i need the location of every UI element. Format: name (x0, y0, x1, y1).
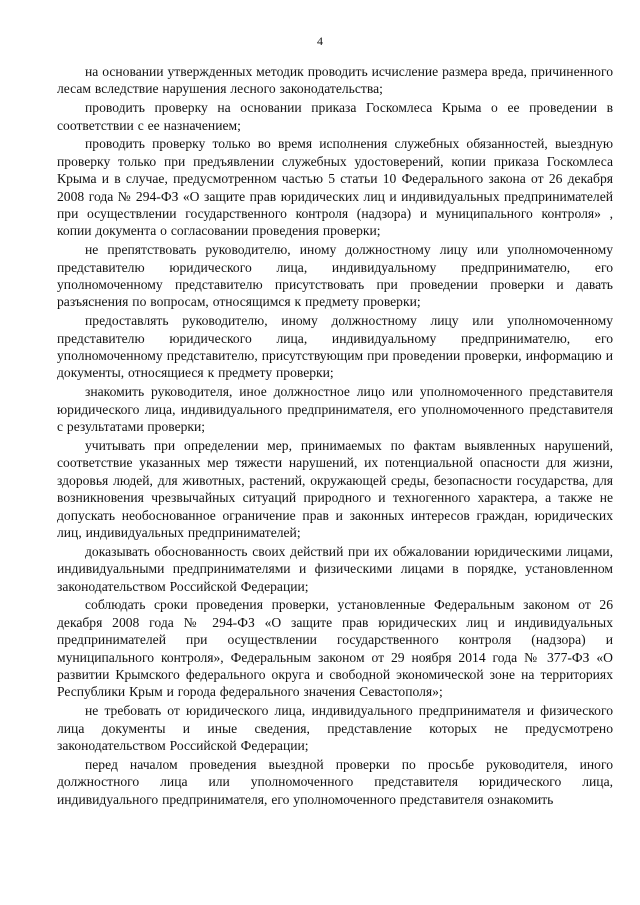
paragraph-1: на основании утвержденных методик проводить исчисление размера вреда, причиненного лесам вследствие нарушения лесного законодательства; (57, 64, 613, 97)
paragraph-7: учитывать при определении мер, принимаемых по фактам выявленных нарушений, соответствие указанных мер тяжести нарушений, их потенциальной опасности для жизни, здоровья людей, для животных, растений, окружающей среды, безопасности государства, для возникновения чрезвычайных ситуаций природного и техногенного характера, а также не допускать необоснованное ограничение прав и законных интересов граждан, юридических лиц, индивидуальных предпринимателей; (57, 437, 613, 540)
paragraph-5: предоставлять руководителю, иному должностному лицу или уполномоченному представителю юридического лица, индивидуальному предпринимателю, его уполномоченному представителю, присутствующим при проведении проверки, информацию и документы, относящиеся к предмету проверки; (57, 313, 613, 381)
paragraph-9: соблюдать сроки проведения проверки, установленные Федеральным законом от 26 декабря 2008 года № 294-ФЗ «О защите прав юридических лиц и индивидуальных предпринимателей при осуществлении государственного контроля (надзора) и муниципального контроля», Федеральным законом от 29 ноября 2014 года № 377-ФЗ «О развитии Крымского федерального округа и свободной экономической зоне на территориях Республики Крым и города федерального значения Севастополя»; (57, 597, 613, 700)
paragraph-11: перед началом проведения выездной проверки по просьбе руководителя, иного должностного лица или уполномоченного представителя юридического лица, индивидуального предпринимателя, его уполномоченного представителя ознакомить (57, 756, 613, 807)
paragraph-4: не препятствовать руководителю, иному должностному лицу или уполномоченному представителю юридического лица, индивидуальному предпринимателю, его уполномоченному представителю присутствовать при проведении проверки и давать разъяснения по вопросам, относящимся к предмету проверки; (57, 242, 613, 310)
page-number: 4 (317, 34, 323, 48)
paragraph-10: не требовать от юридического лица, индивидуального предпринимателя и физического лица документы и иные сведения, представление которых не предусмотрено законодательством Российской Федерации; (57, 703, 613, 753)
paragraph-8: доказывать обоснованность своих действий при их обжаловании юридическими лицами, индивидуальными предпринимателями и физическими лицами в порядке, установленном законодательством Российской Федерации; (57, 543, 613, 594)
paragraph-6: знакомить руководителя, иное должностное лицо или уполномоченного представителя юридического лица, индивидуального предпринимателя, его уполномоченного представителя с результатами проверки; (57, 384, 613, 435)
paragraph-2: проводить проверку на основании приказа Госкомлеса Крыма о ее проведении в соответствии с ее назначением; (57, 100, 613, 133)
document-body (57, 63, 613, 808)
paragraph-3: проводить проверку только во время исполнения служебных обязанностей, выездную проверку только при предъявлении служебных удостоверений, копии приказа Госкомлеса Крыма и в случае, предусмотренном частью 5 статьи 10 Федерального закона от 26 декабря 2008 года № 294-ФЗ «О защите прав юридических лиц и индивидуальных предпринимателей при осуществлении государственного контроля (надзора) и муниципального контроля» , копии документа о согласовании проведения проверки; (57, 136, 613, 239)
